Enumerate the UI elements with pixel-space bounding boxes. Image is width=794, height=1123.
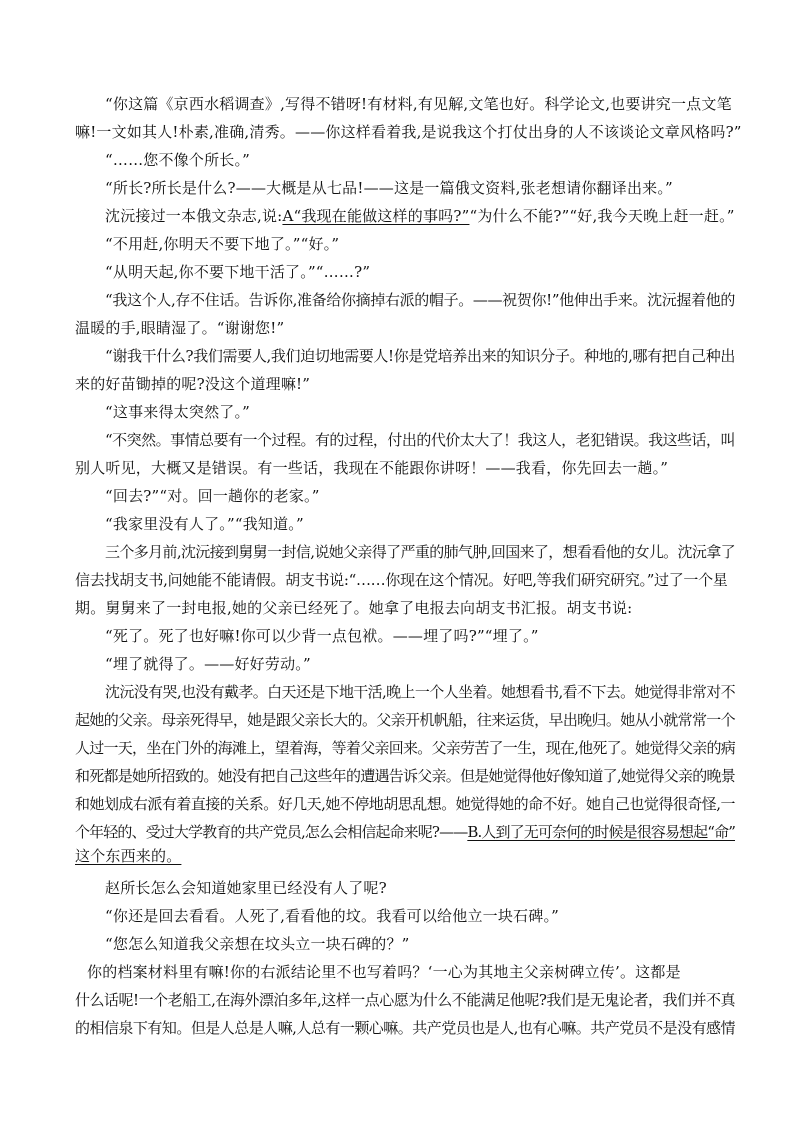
text-run: 期。舅舅来了一封电报,她的父亲已经死了。她拿了电报去向胡支书汇报。胡支书说: <box>75 599 633 617</box>
text-line <box>105 206 765 226</box>
text-line <box>75 458 735 478</box>
text-line <box>105 402 765 422</box>
text-line <box>75 738 735 758</box>
text-run: “我这个人,存不住话。告诉你,准备给你摘掉右派的帽子。——祝贺你!”他伸出手来。沈沅握着他的 <box>105 291 735 309</box>
text-run: 个年轻的、受过大学教育的共产党员,怎么会相信起命来呢?—— <box>75 823 468 841</box>
text-line <box>105 682 765 702</box>
text-line <box>105 150 765 170</box>
text-line <box>105 486 765 506</box>
text-line <box>75 122 742 142</box>
text-run: 什么话呢!一个老船工,在海外漂泊多年,这样一点心愿为什么不能满足他呢?我们是无鬼论者，我们并不真 <box>75 991 735 1009</box>
text-line <box>105 262 765 282</box>
text-run: “从明天起,你不要下地干活了。”“……?” <box>105 263 371 281</box>
text-line <box>87 962 747 982</box>
text-line <box>75 598 735 618</box>
text-line <box>75 846 735 866</box>
text-line <box>75 822 735 842</box>
text-line <box>105 290 765 310</box>
text-line <box>75 374 735 394</box>
text-run: “我家里没有人了。”“我知道。” <box>105 515 304 533</box>
text-run: “埋了就得了。——好好劳动。” <box>105 655 311 673</box>
text-run: “这事来得太突然了。” <box>105 403 251 421</box>
text-run: “所长?所长是什么?——大概是从七品!——这是一篇俄文资料,张老想请你翻译出来。” <box>105 179 673 197</box>
text-run: “回去?”“对。回一趟你的老家。” <box>105 487 320 505</box>
text-run: 的相信泉下有知。但是人总是人嘛,人总有一颗心嘛。共产党员也是人,也有心嘛。共产党员不是没有感情 <box>75 1019 736 1037</box>
text-line <box>105 430 765 450</box>
text-run: 嘛!一文如其人!朴素,准确,清秀。——你这样看着我,是说我这个打仗出身的人不该谈论文章风格吗?” <box>75 123 742 141</box>
underlined-text: 这个东西来的。 <box>75 847 182 865</box>
text-line <box>75 990 735 1010</box>
text-line <box>105 542 765 562</box>
text-line <box>105 514 765 534</box>
text-run: “你还是回去看看。人死了,看看他的坟。我看可以给他立一块石碑。” <box>105 907 560 925</box>
text-run: “谢我干什么?我们需要人,我们迫切地需要人!你是党培养出来的知识分子。种地的,哪有把自己种出 <box>105 347 736 365</box>
text-line <box>105 906 765 926</box>
text-run: 和死都是她所招致的。她没有把自己这些年的遭遇告诉父亲。但是她觉得他好像知道了,她觉得父亲的晚景 <box>75 767 735 785</box>
text-line <box>105 234 765 254</box>
text-line <box>75 1018 735 1038</box>
text-line <box>75 570 735 590</box>
text-line <box>105 878 765 898</box>
text-run: “……您不像个所长。” <box>105 151 251 169</box>
text-line <box>105 178 765 198</box>
text-run: “死了。死了也好嘛!你可以少背一点包袱。——埋了吗?”“埋了。” <box>105 627 539 645</box>
text-run: 赵所长怎么会知道她家里已经没有人了呢? <box>105 879 387 897</box>
text-line <box>105 94 765 114</box>
text-run: “你这篇《京西水稻调查》,写得不错呀!有材料,有见解,文笔也好。科学论文,也要讲究一点文笔 <box>105 95 732 113</box>
text-run: 你的档案材料里有嘛!你的右派结论里不也写着吗？‘一心为其地主父亲树碑立传’。这都是 <box>87 963 681 981</box>
text-run: 和她划成右派有着直接的关系。好几天,她不停地胡思乱想。她觉得她的命不好。她自己也觉得很奇怪,一 <box>75 795 736 813</box>
text-run: 来的好苗锄掉的呢?没这个道理嘛!” <box>75 375 311 393</box>
text-run: “为什么不能?”“好,我今天晚上赶一赶。” <box>469 207 735 225</box>
text-line <box>75 794 735 814</box>
text-line <box>75 710 735 730</box>
text-run: 别人听见，大概又是错误。有一些话，我现在不能跟你讲呀！——我看，你先回去一趟。” <box>75 459 669 477</box>
text-line <box>75 766 735 786</box>
text-line <box>105 934 765 954</box>
text-run: 沈沅没有哭,也没有戴孝。白天还是下地干活,晚上一个人坐着。她想看书,看不下去。她觉得非常对不 <box>105 683 736 701</box>
underlined-text: B.人到了无可奈何的时候是很容易想起“命” <box>467 823 736 841</box>
text-run: “不突然。事情总要有一个过程。有的过程，付出的代价太大了！我这人，老犯错误。我这些话，叫 <box>105 431 736 449</box>
underlined-text: A“我现在能做这样的事吗?” <box>282 207 470 225</box>
text-run: “不用赶,你明天不要下地了。”“好。” <box>105 235 340 253</box>
text-run: 人过一天，坐在门外的海滩上，望着海，等着父亲回来。父亲劳苦了一生，现在,他死了。她觉得父亲的病 <box>75 739 735 757</box>
text-line <box>105 654 765 674</box>
text-line <box>75 318 735 338</box>
text-run: 温暖的手,眼睛湿了。“谢谢您!” <box>75 319 285 337</box>
text-run: 三个多月前,沈沅接到舅舅一封信,说她父亲得了严重的肺气肿,回国来了，想看看他的女儿。沈沅拿了 <box>105 543 736 561</box>
text-line <box>105 626 765 646</box>
text-run: “您怎么知道我父亲想在坟头立一块石碑的？” <box>105 935 410 953</box>
text-run: 沈沅接过一本俄文杂志,说: <box>105 207 283 225</box>
text-run: 起她的父亲。母亲死得早，她是跟父亲长大的。父亲开机帆船，往来运货，早出晚归。她从小就常常一个 <box>75 711 735 729</box>
text-line <box>105 346 765 366</box>
text-run: 信去找胡支书,问她能不能请假。胡支书说:“……你现在这个情况。好吧,等我们研究研究。”过了一个星 <box>75 571 728 589</box>
